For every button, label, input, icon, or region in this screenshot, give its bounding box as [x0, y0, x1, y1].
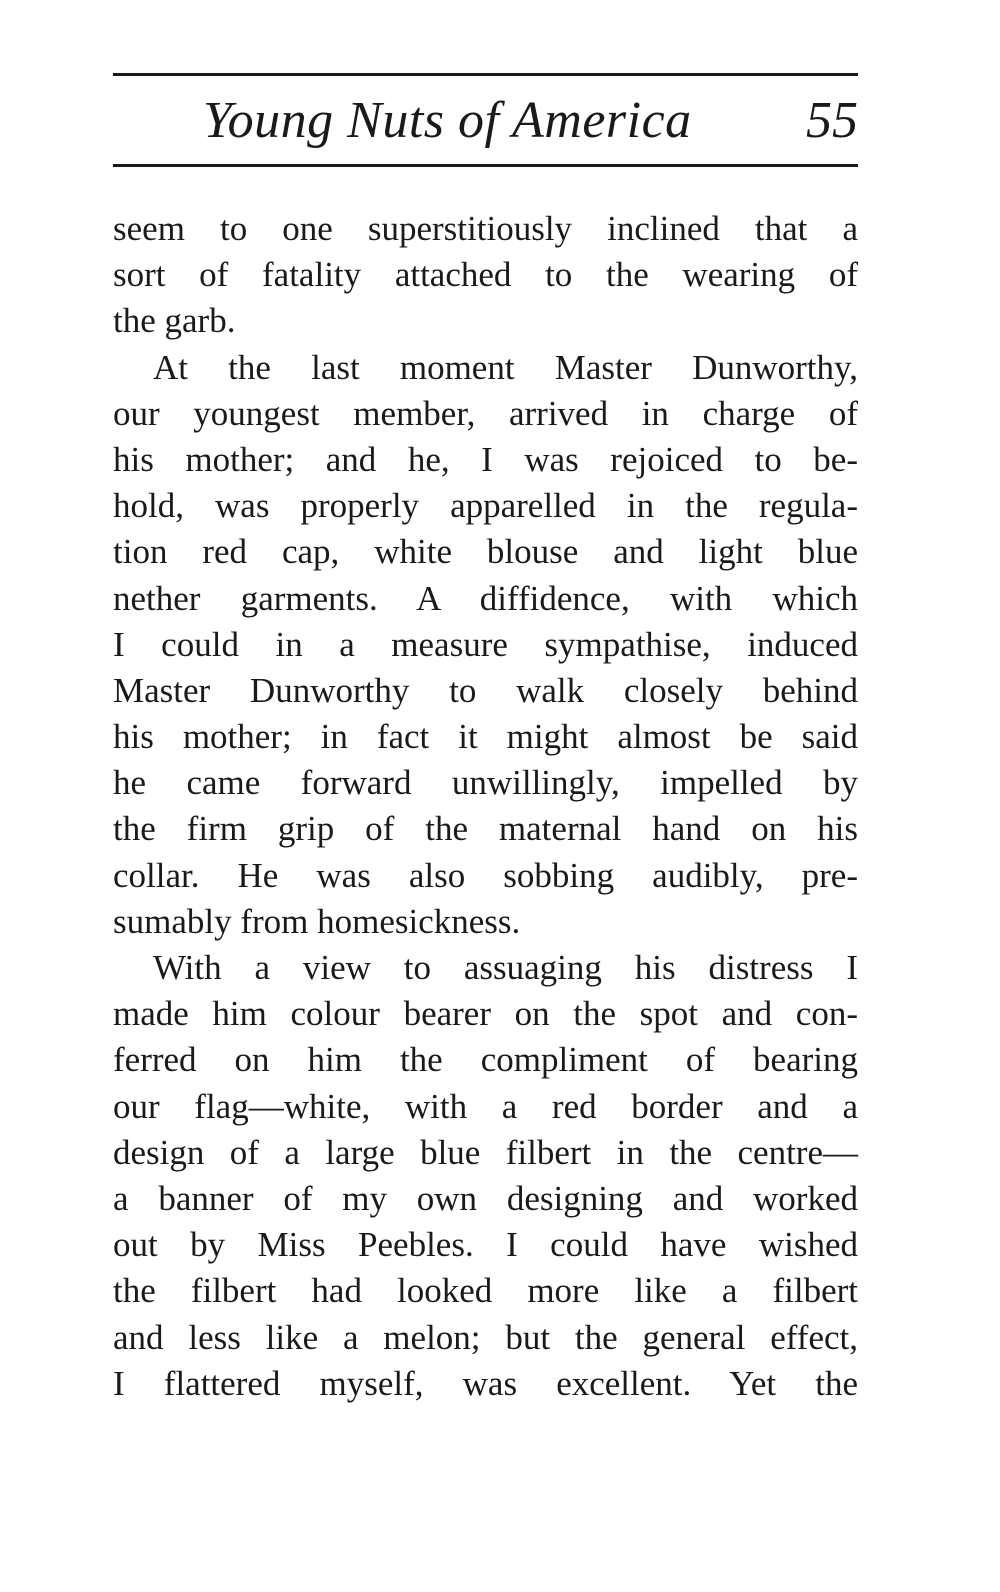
text-line: design of a large blue filbert in the centre— — [113, 1132, 858, 1172]
text-line: With a view to assuaging his distress I — [153, 948, 858, 987]
header-top-rule — [113, 73, 858, 76]
text-line: his mother; in fact it might almost be said — [113, 717, 858, 757]
text-line: our youngest member, arrived in charge of — [113, 393, 858, 433]
text-line: hold, was properly apparelled in the regula- — [113, 486, 858, 526]
page-number: 55 — [806, 92, 858, 149]
text-line: sumably from homesickness. — [113, 901, 521, 941]
text-line: I could in a measure sympathise, induced — [113, 624, 858, 664]
text-line: the garb. — [113, 301, 236, 341]
text-line: and less like a melon; but the general effect, — [113, 1317, 858, 1357]
text-line: ferred on him the compliment of bearing — [113, 1040, 858, 1080]
paragraph-colour-bearer — [113, 945, 858, 1407]
text-line: nether garments. A diffidence, with which — [113, 578, 858, 618]
text-line: sort of fatality attached to the wearing of — [113, 255, 858, 295]
text-line: collar. He was also sobbing audibly, pre- — [113, 855, 858, 895]
text-line: the filbert had looked more like a filbert — [113, 1271, 858, 1311]
book-page — [113, 0, 858, 1592]
running-title: Young Nuts of America — [203, 92, 692, 149]
paragraph-dunworthy-arrives — [113, 345, 858, 945]
header-bottom-rule — [113, 164, 858, 167]
text-line: I flattered myself, was excellent. Yet the — [113, 1363, 858, 1403]
text-line: seem to one superstitiously inclined that a — [113, 209, 858, 248]
text-line: made him colour bearer on the spot and con- — [113, 994, 858, 1034]
text-line: Master Dunworthy to walk closely behind — [113, 670, 858, 710]
body-text — [113, 206, 858, 1407]
text-line: At the last moment Master Dunworthy, — [153, 347, 858, 387]
text-line: out by Miss Peebles. I could have wished — [113, 1225, 858, 1265]
text-line: a banner of my own designing and worked — [113, 1178, 858, 1218]
text-line: he came forward unwillingly, impelled by — [113, 763, 858, 803]
text-line: the firm grip of the maternal hand on his — [113, 809, 858, 849]
running-head — [113, 86, 858, 156]
text-line: his mother; and he, I was rejoiced to be- — [113, 439, 858, 479]
text-line: our flag—white, with a red border and a — [113, 1086, 858, 1126]
paragraph-continued — [113, 206, 858, 345]
text-line: tion red cap, white blouse and light blue — [113, 532, 858, 572]
